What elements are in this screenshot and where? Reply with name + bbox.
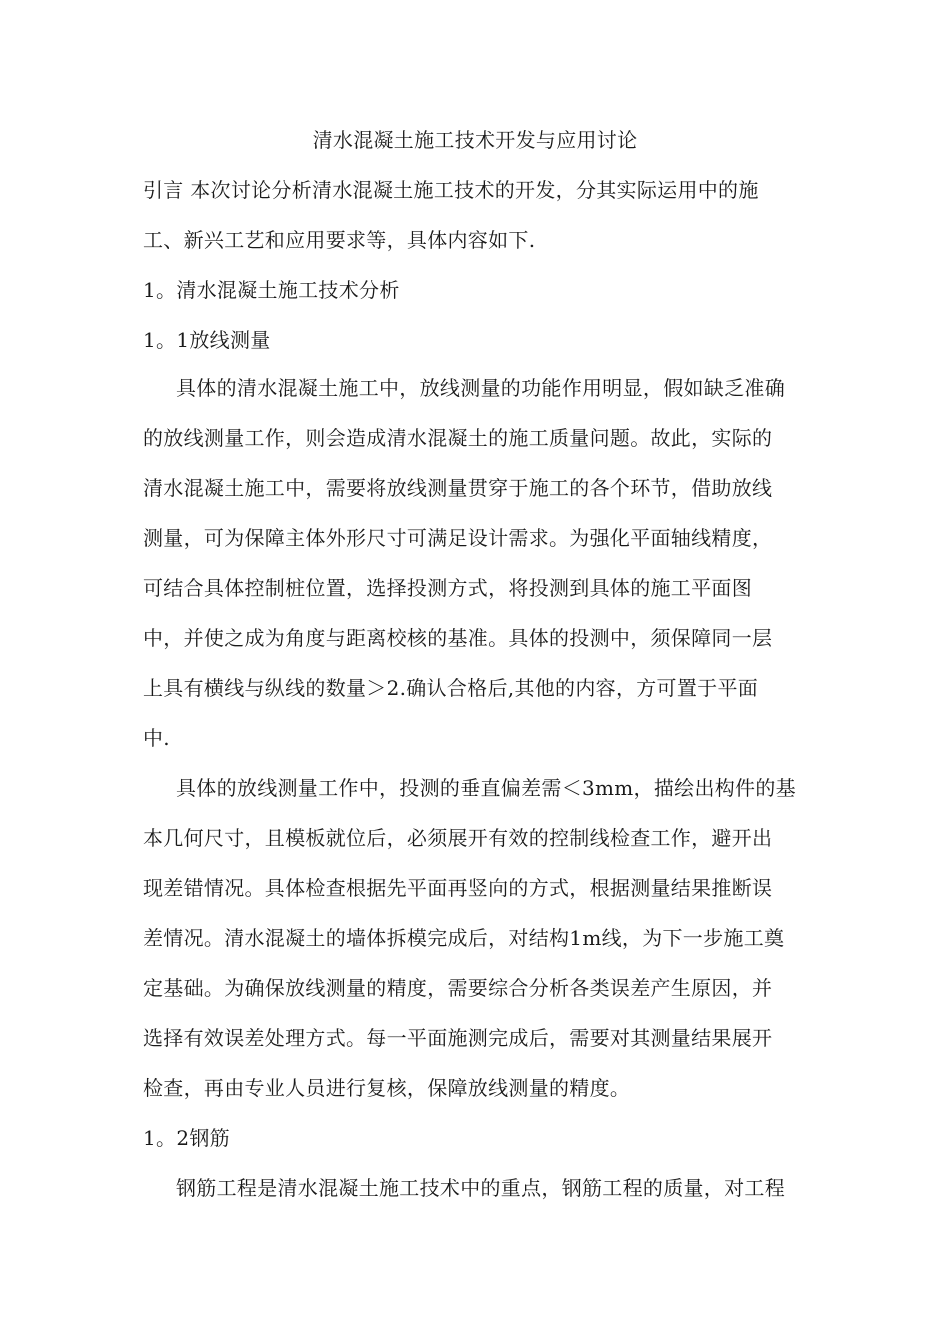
paragraph-line: 中，并使之成为角度与距离校核的基准。具体的投测中，须保障同一层	[143, 626, 773, 650]
intro-line-2: 工、新兴工艺和应用要求等，具体内容如下.	[143, 228, 536, 252]
paragraph-line: 测量，可为保障主体外形尺寸可满足设计需求。为强化平面轴线精度，	[143, 526, 773, 550]
paragraph-line: 检查，再由专业人员进行复核，保障放线测量的精度。	[143, 1076, 631, 1100]
section-1-heading: 1。清水混凝土施工技术分析	[143, 278, 400, 302]
section-1-2-heading: 1。2钢筋	[143, 1126, 230, 1150]
document-title: 清水混凝土施工技术开发与应用讨论	[312, 128, 638, 152]
paragraph-line: 本几何尺寸，且模板就位后，必须展开有效的控制线检查工作，避开出	[143, 826, 773, 850]
paragraph-line: 具体的清水混凝土施工中，放线测量的功能作用明显，假如缺乏准确	[176, 376, 785, 400]
paragraph-line: 定基础。为确保放线测量的精度，需要综合分析各类误差产生原因，并	[143, 976, 773, 1000]
paragraph-line: 中.	[143, 726, 170, 750]
paragraph-line: 差情况。清水混凝土的墙体拆模完成后，对结构1m线，为下一步施工奠	[143, 926, 785, 950]
paragraph-line: 现差错情况。具体检查根据先平面再竖向的方式，根据测量结果推断误	[143, 876, 773, 900]
paragraph-line: 可结合具体控制桩位置，选择投测方式，将投测到具体的施工平面图	[143, 576, 752, 600]
intro-line-1: 引言 本次讨论分析清水混凝土施工技术的开发，分其实际运用中的施	[143, 178, 759, 202]
paragraph-line: 钢筋工程是清水混凝土施工技术中的重点，钢筋工程的质量，对工程	[176, 1176, 785, 1200]
paragraph-line: 的放线测量工作，则会造成清水混凝土的施工质量问题。故此，实际的	[143, 426, 773, 450]
paragraph-line: 上具有横线与纵线的数量＞2.确认合格后,其他的内容，方可置于平面	[143, 676, 759, 700]
section-1-1-heading: 1。1放线测量	[143, 328, 271, 352]
paragraph-line: 选择有效误差处理方式。每一平面施测完成后，需要对其测量结果展开	[143, 1026, 773, 1050]
paragraph-line: 清水混凝土施工中，需要将放线测量贯穿于施工的各个环节，借助放线	[143, 476, 773, 500]
paragraph-line: 具体的放线测量工作中，投测的垂直偏差需＜3mm，描绘出构件的基	[176, 776, 796, 800]
